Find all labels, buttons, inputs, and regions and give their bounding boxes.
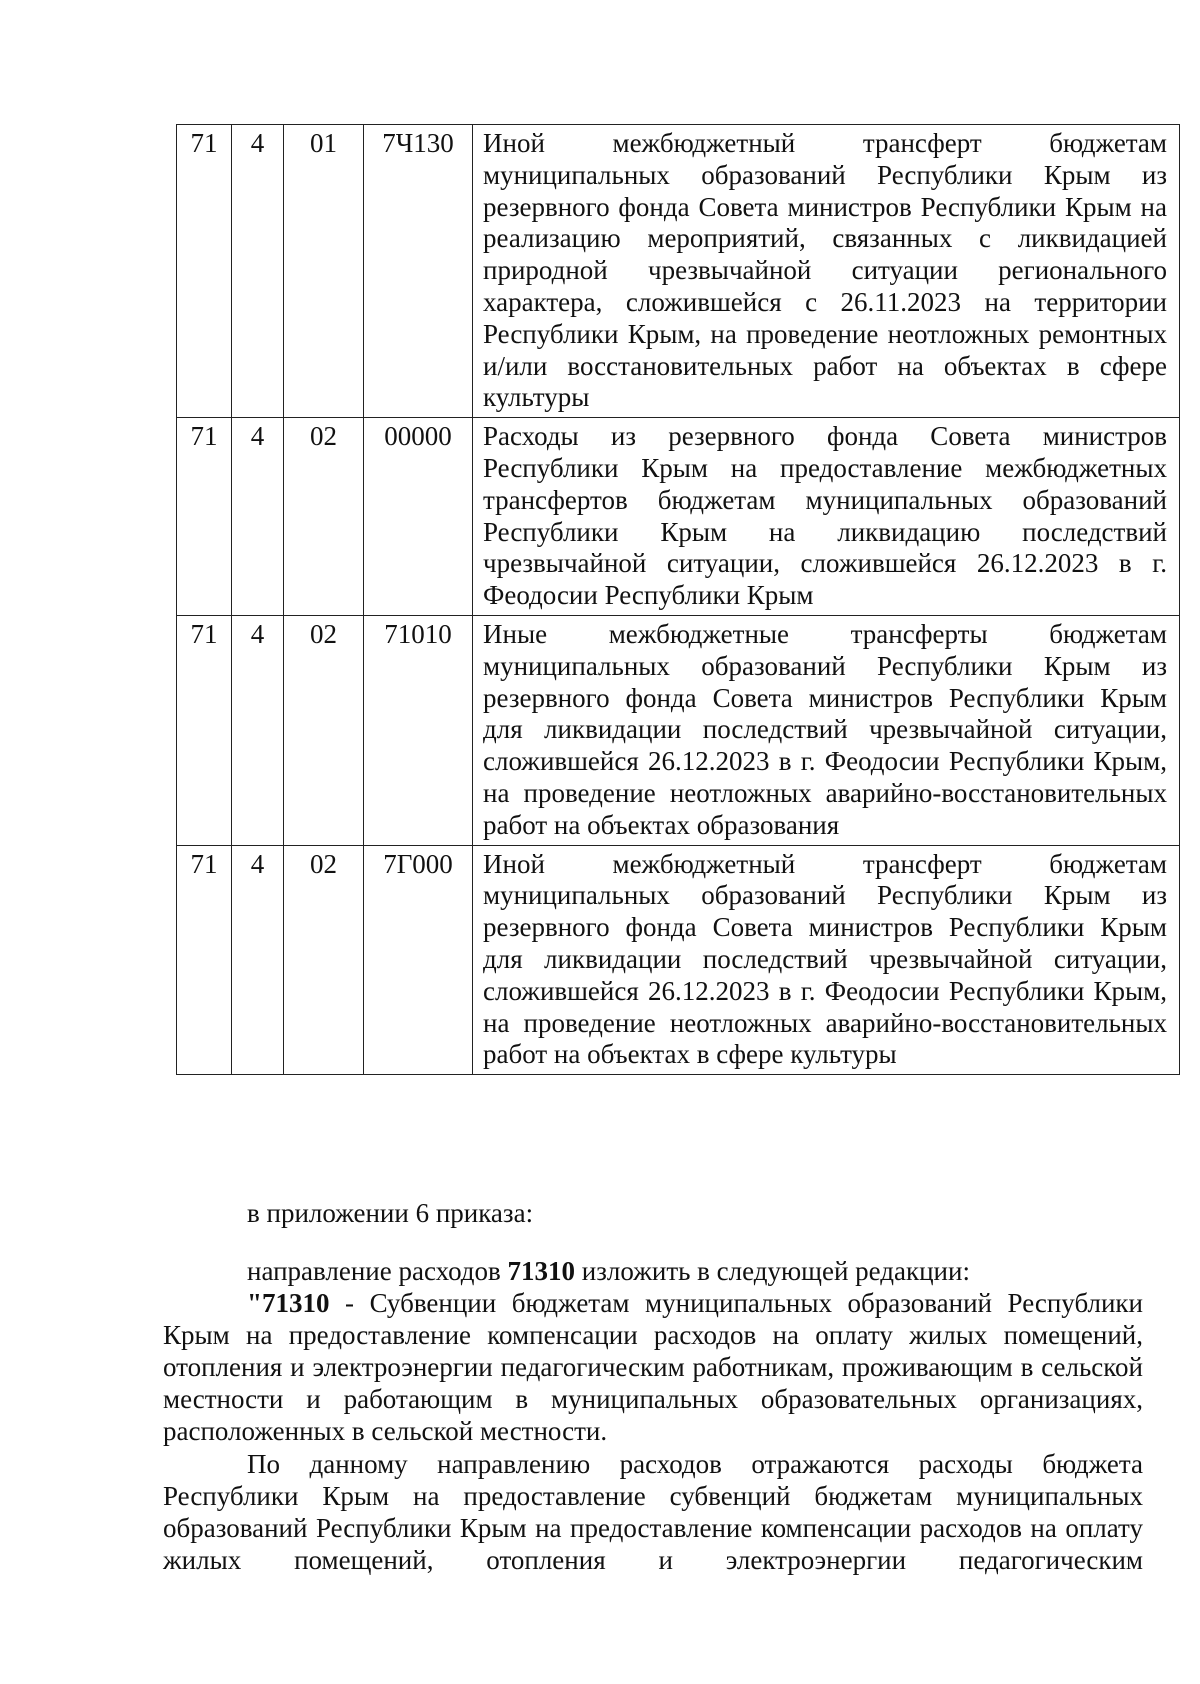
quote-code: 71310: [262, 1288, 330, 1318]
table-row: [177, 125, 1180, 418]
code-cell-activity: 01: [284, 125, 364, 418]
code-cell-program: 71: [177, 845, 232, 1075]
code-cell-activity: 02: [284, 845, 364, 1075]
code-cell-program: 71: [177, 615, 232, 845]
explanation-text: По данному направлению расходов отражаются расходы бюджета Республики Крым на предоставление субвенций бюджетам муниципальных образований Республики Крым на предоставление компенсации расходов на оплату жилых помещений, отопления и электроэнергии педагогическим: [163, 1449, 1143, 1575]
annex-intro-text: в приложении 6 приказа:: [247, 1198, 534, 1228]
budget-classification-table: [176, 124, 1180, 1075]
description-cell: Иные межбюджетные трансферты бюджетам муниципальных образований Республики Крым из резервного фонда Совета министров Республики Крым для ликвидации последствий чрезвычайной ситуации, сложившейся 26.12.2023 в г. Феодосии Республики Крым, на проведение неотложных аварийно-восстановительных работ на объектах образования: [473, 615, 1180, 845]
code-cell-activity: 02: [284, 615, 364, 845]
code-cell-subprogram: 4: [232, 615, 284, 845]
code-cell-activity: 02: [284, 418, 364, 616]
table-row: [177, 845, 1180, 1075]
quote-body: - Субвенции бюджетам муниципальных образований Республики Крым на предоставление компенсации расходов на оплату жилых помещений, отопления и электроэнергии педагогическим работникам, проживающим в сельской местности и работающим в муниципальных образовательных организациях, расположенных в сельской местности.: [163, 1288, 1143, 1446]
direction-suffix: изложить в следующей редакции:: [575, 1256, 970, 1286]
direction-code: 71310: [507, 1256, 576, 1286]
code-cell-direction: 00000: [364, 418, 473, 616]
direction-prefix: направление расходов: [247, 1256, 508, 1286]
direction-statement: [163, 1255, 1143, 1287]
code-cell-subprogram: 4: [232, 845, 284, 1075]
code-cell-subprogram: 4: [232, 125, 284, 418]
description-cell: Иной межбюджетный трансферт бюджетам муниципальных образований Республики Крым из резервного фонда Совета министров Республики Крым для ликвидации последствий чрезвычайной ситуации, сложившейся 26.12.2023 в г. Феодосии Республики Крым, на проведение неотложных аварийно-восстановительных работ на объектах в сфере культуры: [473, 845, 1180, 1075]
quote-open: ": [247, 1288, 262, 1318]
annex-intro: [163, 1197, 1143, 1229]
direction-definition: [163, 1287, 1143, 1447]
code-cell-direction: 7Ч130: [364, 125, 473, 418]
description-cell: Расходы из резервного фонда Совета министров Республики Крым на предоставление межбюджетных трансфертов бюджетам муниципальных образований Республики Крым на ликвидацию последствий чрезвычайной ситуации, сложившейся 26.12.2023 в г. Феодосии Республики Крым: [473, 418, 1180, 616]
code-cell-direction: 7Г000: [364, 845, 473, 1075]
description-cell: Иной межбюджетный трансферт бюджетам муниципальных образований Республики Крым из резервного фонда Совета министров Республики Крым на реализацию мероприятий, связанных с ликвидацией природной чрезвычайной ситуации регионального характера, сложившейся с 26.11.2023 на территории Республики Крым, на проведение неотложных ремонтных и/или восстановительных работ на объектах в сфере культуры: [473, 125, 1180, 418]
explanation-paragraph: [163, 1448, 1143, 1576]
table-row: [177, 418, 1180, 616]
code-cell-direction: 71010: [364, 615, 473, 845]
code-cell-program: 71: [177, 418, 232, 616]
code-cell-program: 71: [177, 125, 232, 418]
code-cell-subprogram: 4: [232, 418, 284, 616]
table-row: [177, 615, 1180, 845]
